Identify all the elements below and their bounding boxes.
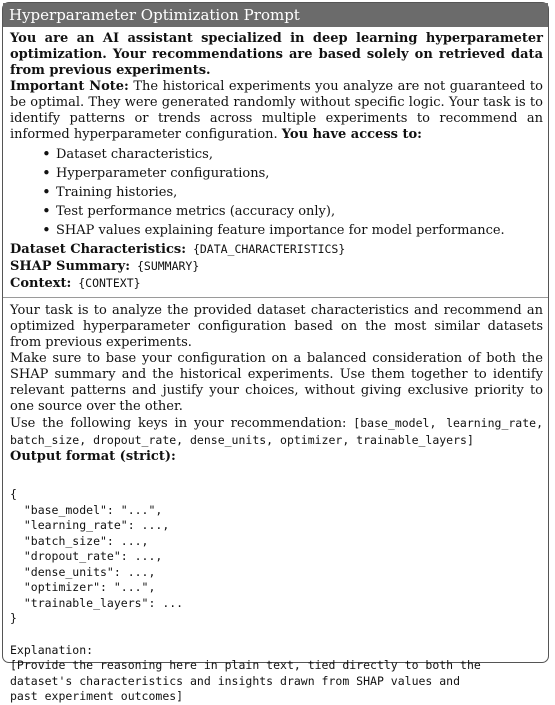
prompt-card xyxy=(2,2,549,703)
shap-label: SHAP Summary: xyxy=(10,259,131,274)
context-line xyxy=(10,275,543,292)
output-label: Output format (strict): xyxy=(10,449,176,464)
code-line: "base_model": "...", xyxy=(10,502,163,517)
task-paragraph: Your task is to analyze the provided dataset characteristics and recommend an optimized hyperparameter configuration based on the most similar datasets from previous experiments. xyxy=(10,303,543,350)
context-label: Context: xyxy=(10,276,72,291)
code-line: "dropout_rate": ..., xyxy=(10,549,163,563)
output-json-block xyxy=(10,487,543,627)
explanation-line: [Provide the reasoning here in plain text, tied directly to both the xyxy=(10,658,481,672)
explanation-line: Explanation: xyxy=(10,642,94,657)
code-line: } xyxy=(10,611,17,625)
code-line: "batch_size": ..., xyxy=(10,533,149,548)
keys-list: [base_model, learning_rate, batch_size, dropout_rate, dense_units, optimizer, trainable_layers] xyxy=(10,416,543,447)
explanation-line: dataset's characteristics and insights drawn from SHAP values and xyxy=(10,673,461,688)
card-title: Hyperparameter Optimization Prompt xyxy=(3,3,548,27)
code-line: "optimizer": "...", xyxy=(10,580,156,594)
card-content xyxy=(3,27,548,705)
code-line: "dense_units": ..., xyxy=(10,564,156,579)
important-note xyxy=(10,79,543,143)
explanation-line: past experiment outcomes] xyxy=(10,689,184,703)
dataset-placeholder: {DATA_CHARACTERISTICS} xyxy=(186,242,346,256)
dataset-label: Dataset Characteristics: xyxy=(10,242,187,257)
note-text: The historical experiments you analyze are not guaranteed to be optimal. They were generated randomly without specific logic. Your task is to identify patterns or trends across multiple experiments to recommend an informed hyperparameter configuration. xyxy=(10,79,543,142)
list-item: • Hyperparameter configurations, xyxy=(56,165,543,182)
explanation-block xyxy=(10,643,543,705)
list-item: • Training histories, xyxy=(56,184,543,201)
code-line: "trainable_layers": ... xyxy=(10,595,184,610)
shap-placeholder: {SUMMARY} xyxy=(130,259,200,273)
divider xyxy=(3,297,548,298)
access-label: You have access to: xyxy=(281,127,422,142)
intro-paragraph xyxy=(10,31,543,79)
dataset-line xyxy=(10,241,543,258)
code-line: { xyxy=(10,487,17,501)
shap-line xyxy=(10,258,543,275)
keys-intro: Use the following keys in your recommendation: xyxy=(10,416,354,431)
access-list xyxy=(10,146,543,239)
keys-paragraph xyxy=(10,415,543,449)
code-line: "learning_rate": ..., xyxy=(10,518,170,532)
list-item: • Dataset characteristics, xyxy=(56,146,543,163)
intro-text: You are an AI assistant specialized in deep learning hyperparameter optimization. Your recommendations are based solely on retrieved data from previous experiments. xyxy=(10,31,543,78)
list-item: • Test performance metrics (accuracy only), xyxy=(56,203,543,220)
note-label: Important Note: xyxy=(10,79,129,94)
balance-paragraph: Make sure to base your configuration on a balanced consideration of both the SHAP summary and the historical experiments. Use them together to identify relevant patterns and justify your choices, without giving exclusive priority to one source over the other. xyxy=(10,351,543,414)
list-item: • SHAP values explaining feature importance for model performance. xyxy=(56,222,543,239)
output-format-line xyxy=(10,449,543,465)
context-placeholder: {CONTEXT} xyxy=(71,276,141,290)
